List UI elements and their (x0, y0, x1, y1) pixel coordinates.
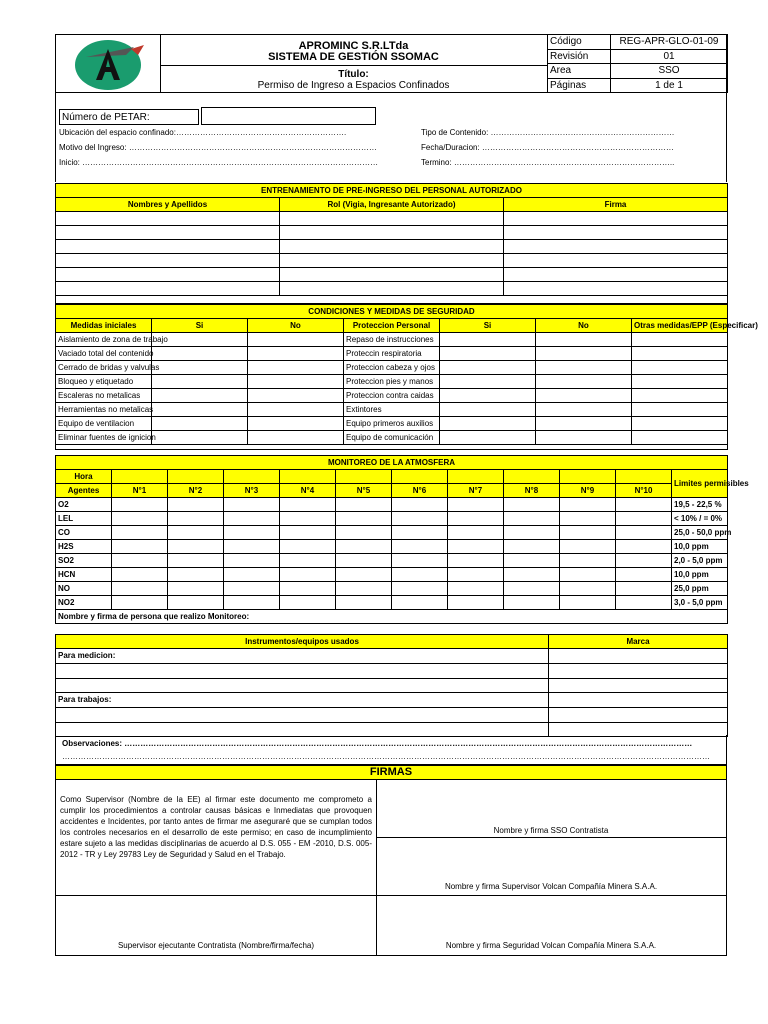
reading-cell[interactable] (280, 554, 336, 568)
supervisor-statement: Como Supervisor (Nombre de la EE) al firmar este documento me comprometo a cumplir los procedimientos a controlar causas básicas e Inmediatas que provoquen accidentes e Incidentes, por tanto antes de firmar me aseguraré que se cumplan todos los controles necesarios en el desarrollo de este permiso; en caso de incumplimiento estare sujeto a las medidas disciplinarias de acuerdo al D.S. 055 - EM -2010, D.S. 005-2012 - TR y Ley 29783 Ley de Seguridad y Salud en el Trabajo. (60, 795, 372, 859)
training-cell[interactable] (56, 254, 280, 268)
reading-cell[interactable] (448, 512, 504, 526)
hora-cell[interactable] (504, 470, 560, 484)
ejecutante-signature[interactable]: Supervisor ejecutante Contratista (Nombre/firma/fecha) (117, 941, 315, 950)
reading-cell[interactable] (112, 568, 168, 582)
reading-cell[interactable] (336, 568, 392, 582)
condition-row (56, 347, 728, 361)
training-cell[interactable] (280, 282, 504, 296)
meta-label: Código (548, 35, 611, 50)
marca-cell[interactable] (549, 708, 728, 723)
medida-label: Bloqueo y etiquetado (56, 375, 152, 389)
agent-label: HCN (56, 568, 112, 582)
reading-cell[interactable] (504, 582, 560, 596)
reading-cell[interactable] (560, 596, 616, 610)
proteccion-label: Equipo de comunicación (344, 431, 440, 445)
training-cell[interactable] (56, 226, 280, 240)
instrument-cell[interactable] (56, 664, 549, 679)
medida-label: Herramientas no metalicas (56, 403, 152, 417)
meta-value: SSO (611, 64, 728, 79)
reading-cell[interactable] (112, 526, 168, 540)
agent-row (56, 568, 728, 582)
reading-cell[interactable] (392, 526, 448, 540)
title-label: Título: (338, 69, 369, 80)
reading-cell[interactable] (224, 582, 280, 596)
col-reading: N°8 (504, 484, 560, 498)
reading-cell[interactable] (560, 582, 616, 596)
training-cell[interactable] (56, 282, 280, 296)
form-title: Permiso de Ingreso a Espacios Confinados (257, 80, 450, 91)
proteccion-label: Repaso de instrucciones (344, 333, 440, 347)
otras-medidas-cell[interactable] (632, 431, 728, 445)
col-reading: N°4 (280, 484, 336, 498)
reading-cell[interactable] (224, 526, 280, 540)
si-checkbox[interactable] (152, 347, 248, 361)
reading-cell[interactable] (336, 512, 392, 526)
fecha-duracion-field[interactable]: Fecha/Duracion: ……………………………………………………………… (421, 143, 674, 152)
hora-cell[interactable] (168, 470, 224, 484)
condition-row (56, 333, 728, 347)
col-reading: N°5 (336, 484, 392, 498)
col-limites: Limites permisibles (672, 470, 728, 498)
training-cell[interactable] (280, 240, 504, 254)
petar-number-field[interactable] (201, 107, 376, 125)
agent-label: NO (56, 582, 112, 596)
si-checkbox[interactable] (152, 403, 248, 417)
reading-cell[interactable] (224, 498, 280, 512)
col-proteccion: Proteccion Personal (344, 319, 440, 333)
training-cell[interactable] (504, 282, 728, 296)
proteccion-label: Proteccion pies y manos (344, 375, 440, 389)
hora-cell[interactable] (336, 470, 392, 484)
reading-cell[interactable] (224, 554, 280, 568)
reading-cell[interactable] (616, 540, 672, 554)
instrument-cell[interactable] (56, 679, 549, 693)
reading-cell[interactable] (504, 568, 560, 582)
no-checkbox[interactable] (248, 347, 344, 361)
training-cell[interactable] (56, 212, 280, 226)
reading-cell[interactable] (168, 568, 224, 582)
reading-cell[interactable] (112, 554, 168, 568)
reading-cell[interactable] (336, 596, 392, 610)
training-cell[interactable] (280, 226, 504, 240)
meta-label: Revisión (548, 50, 611, 64)
reading-cell[interactable] (224, 540, 280, 554)
reading-cell[interactable] (560, 526, 616, 540)
meta-value: REG-APR-GLO-01-09 (611, 35, 728, 50)
proteccion-label: Equipo primeros auxilios (344, 417, 440, 431)
reading-cell[interactable] (224, 568, 280, 582)
volcan-supervisor-signature[interactable]: Nombre y firma Supervisor Volcan Compañía Minera S.A.A. (444, 882, 658, 891)
limit-value: 19,5 - 22,5 % (672, 498, 728, 512)
reading-cell[interactable] (560, 512, 616, 526)
reading-cell[interactable] (392, 498, 448, 512)
condition-row (56, 375, 728, 389)
no-checkbox[interactable] (536, 375, 632, 389)
reading-cell[interactable] (168, 526, 224, 540)
reading-cell[interactable] (168, 596, 224, 610)
agent-label: SO2 (56, 554, 112, 568)
otras-medidas-cell[interactable] (632, 375, 728, 389)
hora-cell[interactable] (280, 470, 336, 484)
si-checkbox[interactable] (440, 375, 536, 389)
col-no: No (248, 319, 344, 333)
meta-label: Páginas (548, 79, 611, 93)
limit-value: 25,0 ppm (672, 582, 728, 596)
col-reading: N°7 (448, 484, 504, 498)
petar-label: Número de PETAR: (59, 109, 199, 125)
limit-value: 2,0 - 5,0 ppm (672, 554, 728, 568)
medicion-label[interactable]: Para medicion: (56, 649, 549, 664)
reading-cell[interactable] (616, 568, 672, 582)
reading-cell[interactable] (112, 498, 168, 512)
agent-label: CO (56, 526, 112, 540)
system-name: SISTEMA DE GESTIÓN SSOMAC (268, 51, 439, 63)
si-checkbox[interactable] (440, 403, 536, 417)
meta-value: 1 de 1 (611, 79, 728, 93)
col-reading: N°2 (168, 484, 224, 498)
agent-row (56, 512, 728, 526)
marca-cell[interactable] (549, 693, 728, 708)
tipo-contenido-field[interactable]: Tipo de Contenido: …………………………………………………………… (421, 128, 675, 137)
reading-cell[interactable] (112, 596, 168, 610)
reading-cell[interactable] (280, 498, 336, 512)
hora-cell[interactable] (392, 470, 448, 484)
trabajos-label[interactable]: Para trabajos: (56, 693, 549, 708)
reading-cell[interactable] (448, 540, 504, 554)
atmosphere-title: MONITOREO DE LA ATMOSFERA (56, 456, 728, 470)
no-checkbox[interactable] (248, 333, 344, 347)
reading-cell[interactable] (336, 526, 392, 540)
no-checkbox[interactable] (536, 333, 632, 347)
reading-cell[interactable] (336, 498, 392, 512)
general-info (55, 93, 727, 182)
reading-cell[interactable] (392, 596, 448, 610)
reading-cell[interactable] (280, 568, 336, 582)
no-checkbox[interactable] (536, 403, 632, 417)
logo-icon (56, 35, 160, 92)
marca-cell[interactable] (549, 649, 728, 664)
instruments-table (55, 634, 728, 737)
agent-label: NO2 (56, 596, 112, 610)
reading-cell[interactable] (616, 526, 672, 540)
training-cell[interactable] (504, 212, 728, 226)
limit-value: 10,0 ppm (672, 568, 728, 582)
reading-cell[interactable] (448, 568, 504, 582)
firmas-title: FIRMAS (55, 765, 727, 780)
training-cell[interactable] (504, 240, 728, 254)
no-checkbox[interactable] (536, 361, 632, 375)
no-checkbox[interactable] (536, 431, 632, 445)
training-cell[interactable] (56, 268, 280, 282)
hora-cell[interactable] (224, 470, 280, 484)
hora-cell[interactable] (448, 470, 504, 484)
reading-cell[interactable] (560, 498, 616, 512)
medida-label: Cerrado de bridas y valvulas (56, 361, 152, 375)
otras-medidas-cell[interactable] (632, 347, 728, 361)
si-checkbox[interactable] (440, 347, 536, 361)
reading-cell[interactable] (504, 596, 560, 610)
reading-cell[interactable] (504, 512, 560, 526)
col-otras: Otras medidas/EPP (Especificar) (632, 319, 728, 333)
reading-cell[interactable] (392, 582, 448, 596)
si-checkbox[interactable] (440, 389, 536, 403)
no-checkbox[interactable] (248, 361, 344, 375)
agent-row (56, 582, 728, 596)
col-reading: N°1 (112, 484, 168, 498)
reading-cell[interactable] (392, 568, 448, 582)
reading-cell[interactable] (448, 526, 504, 540)
training-cell[interactable] (504, 226, 728, 240)
hora-cell[interactable] (112, 470, 168, 484)
otras-medidas-cell[interactable] (632, 403, 728, 417)
otras-medidas-cell[interactable] (632, 417, 728, 431)
no-checkbox[interactable] (248, 389, 344, 403)
condition-row (56, 431, 728, 445)
observations[interactable] (55, 735, 727, 765)
proteccion-label: Extintores (344, 403, 440, 417)
si-checkbox[interactable] (152, 431, 248, 445)
reading-cell[interactable] (504, 498, 560, 512)
agent-label: LEL (56, 512, 112, 526)
reading-cell[interactable] (616, 596, 672, 610)
otras-medidas-cell[interactable] (632, 333, 728, 347)
reading-cell[interactable] (504, 554, 560, 568)
training-cell[interactable] (56, 240, 280, 254)
si-checkbox[interactable] (152, 389, 248, 403)
atmosphere-table (55, 455, 749, 624)
meta-value: 01 (611, 50, 728, 64)
reading-cell[interactable] (336, 554, 392, 568)
si-checkbox[interactable] (152, 361, 248, 375)
medida-label: Eliminar fuentes de ignicion (56, 431, 152, 445)
condition-row (56, 389, 728, 403)
agent-label: H2S (56, 540, 112, 554)
reading-cell[interactable] (448, 498, 504, 512)
reading-cell[interactable] (616, 554, 672, 568)
no-checkbox[interactable] (536, 389, 632, 403)
reading-cell[interactable] (168, 554, 224, 568)
si-checkbox[interactable] (152, 417, 248, 431)
conditions-table (55, 304, 758, 450)
marca-cell[interactable] (549, 679, 728, 693)
training-cell[interactable] (280, 268, 504, 282)
otras-medidas-cell[interactable] (632, 389, 728, 403)
motivo-field[interactable]: Motivo del Ingreso: ………………………………………………………………………………… (59, 143, 377, 152)
reading-cell[interactable] (280, 596, 336, 610)
otras-medidas-cell[interactable] (632, 361, 728, 375)
reading-cell[interactable] (224, 596, 280, 610)
proteccion-label: Proteccion contra caidas (344, 389, 440, 403)
col-reading: N°10 (616, 484, 672, 498)
training-cell[interactable] (504, 268, 728, 282)
condition-row (56, 361, 728, 375)
proteccion-label: Proteccin respiratoria (344, 347, 440, 361)
form-header (55, 34, 727, 93)
no-checkbox[interactable] (248, 375, 344, 389)
col-firma: Firma (504, 198, 728, 212)
medida-label: Escaleras no metalicas (56, 389, 152, 403)
col-marca: Marca (549, 635, 728, 649)
reading-cell[interactable] (280, 526, 336, 540)
reading-cell[interactable] (280, 582, 336, 596)
si-checkbox[interactable] (440, 417, 536, 431)
si-checkbox[interactable] (440, 361, 536, 375)
no-checkbox[interactable] (248, 417, 344, 431)
agent-row (56, 526, 728, 540)
col-rol: Rol (Vigia, Ingresante Autorizado) (280, 198, 504, 212)
ubicacion-field[interactable]: Ubicación del espacio confinado:………………………………………………………. (59, 128, 347, 137)
reading-cell[interactable] (560, 554, 616, 568)
reading-cell[interactable] (112, 582, 168, 596)
signature-area (55, 780, 727, 956)
observations-label: Observaciones: …………………………………………………………………………………………………………………………………………………………………………………………… (62, 739, 693, 748)
instrument-cell[interactable] (56, 708, 549, 723)
limit-value: 10,0 ppm (672, 540, 728, 554)
volcan-seguridad-signature[interactable]: Nombre y firma Seguridad Volcan Compañía Minera S.A.A. (445, 941, 657, 950)
no-checkbox[interactable] (248, 403, 344, 417)
conditions-title: CONDICIONES Y MEDIDAS DE SEGURIDAD (56, 305, 728, 319)
agent-label: O2 (56, 498, 112, 512)
agent-row (56, 554, 728, 568)
meta-label: Area (548, 64, 611, 79)
medida-label: Vaciado total del contenido (56, 347, 152, 361)
training-cell[interactable] (504, 254, 728, 268)
reading-cell[interactable] (112, 512, 168, 526)
reading-cell[interactable] (280, 540, 336, 554)
col-no: No (536, 319, 632, 333)
reading-cell[interactable] (616, 582, 672, 596)
company-logo (56, 35, 161, 92)
training-cell[interactable] (280, 212, 504, 226)
reading-cell[interactable] (448, 582, 504, 596)
col-instrumentos: Instrumentos/equipos usados (56, 635, 549, 649)
reading-cell[interactable] (616, 512, 672, 526)
condition-row (56, 403, 728, 417)
si-checkbox[interactable] (440, 431, 536, 445)
observations-line: ……………………………………………………………………………………………………………………………………………………………………………………………………………………… (62, 752, 710, 761)
reading-cell[interactable] (448, 554, 504, 568)
si-checkbox[interactable] (152, 375, 248, 389)
col-reading: N°9 (560, 484, 616, 498)
hora-cell[interactable] (616, 470, 672, 484)
proteccion-label: Proteccion cabeza y ojos (344, 361, 440, 375)
reading-cell[interactable] (504, 540, 560, 554)
inicio-field[interactable]: Inicio: ………………………………………………………………………………………………… (59, 158, 379, 167)
col-si: Si (152, 319, 248, 333)
condition-row (56, 417, 728, 431)
reading-cell[interactable] (448, 596, 504, 610)
col-agentes: Agentes (56, 484, 112, 498)
reading-cell[interactable] (560, 568, 616, 582)
reading-cell[interactable] (504, 526, 560, 540)
col-reading: N°6 (392, 484, 448, 498)
reading-cell[interactable] (280, 512, 336, 526)
col-names: Nombres y Apellidos (56, 198, 280, 212)
col-medidas: Medidas iniciales (56, 319, 152, 333)
monitor-signature[interactable]: Nombre y firma de persona que realizo Monitoreo: (56, 610, 728, 624)
reading-cell[interactable] (560, 540, 616, 554)
agent-row (56, 596, 728, 610)
reading-cell[interactable] (336, 540, 392, 554)
medida-label: Equipo de ventilacion (56, 417, 152, 431)
col-hora: Hora (56, 470, 112, 484)
training-table (55, 183, 728, 304)
company-name: APROMINC S.R.LTda (298, 40, 409, 52)
hora-cell[interactable] (560, 470, 616, 484)
no-checkbox[interactable] (248, 431, 344, 445)
medida-label: Aislamiento de zona de trabajo (56, 333, 152, 347)
agent-row (56, 498, 728, 512)
document-meta (547, 34, 728, 93)
reading-cell[interactable] (336, 582, 392, 596)
reading-cell[interactable] (392, 554, 448, 568)
agent-row (56, 540, 728, 554)
reading-cell[interactable] (616, 498, 672, 512)
sso-signature[interactable]: Nombre y firma SSO Contratista (493, 826, 609, 835)
reading-cell[interactable] (168, 582, 224, 596)
reading-cell[interactable] (392, 540, 448, 554)
no-checkbox[interactable] (536, 417, 632, 431)
limit-value: < 10% / = 0% (672, 512, 728, 526)
reading-cell[interactable] (112, 540, 168, 554)
si-checkbox[interactable] (440, 333, 536, 347)
training-title: ENTRENAMIENTO DE PRE-INGRESO DEL PERSONAL AUTORIZADO (56, 184, 728, 198)
col-si: Si (440, 319, 536, 333)
training-cell[interactable] (280, 254, 504, 268)
col-reading: N°3 (224, 484, 280, 498)
reading-cell[interactable] (224, 512, 280, 526)
reading-cell[interactable] (168, 512, 224, 526)
termino-field[interactable]: Termino: ……………………………………………………………………….. (421, 158, 675, 167)
reading-cell[interactable] (168, 498, 224, 512)
reading-cell[interactable] (392, 512, 448, 526)
marca-cell[interactable] (549, 664, 728, 679)
reading-cell[interactable] (168, 540, 224, 554)
limit-value: 25,0 - 50,0 ppm (672, 526, 728, 540)
limit-value: 3,0 - 5,0 ppm (672, 596, 728, 610)
no-checkbox[interactable] (536, 347, 632, 361)
